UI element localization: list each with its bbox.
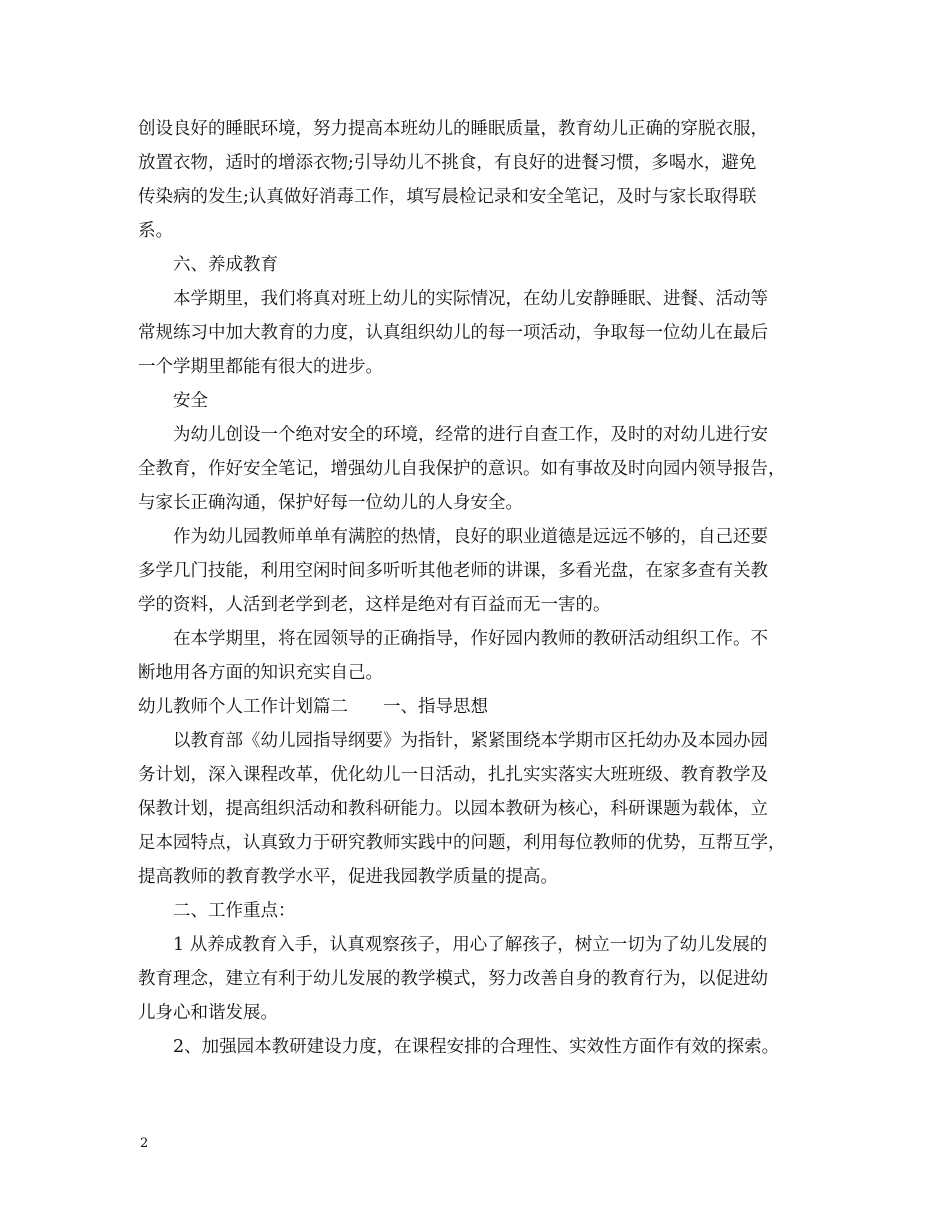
- text-line: 教育理念，建立有利于幼儿发展的教学模式，努力改善自身的教育行为，以促进幼: [138, 969, 768, 989]
- text-line: 足本园特点，认真致力于研究教师实践中的问题，利用每位教师的优势，互帮互学，: [138, 833, 786, 853]
- text-line: 多学几门技能，利用空闲时间多听听其他老师的讲课，多看光盘，在家多查有关教: [138, 561, 768, 581]
- text-line: 作为幼儿园教师单单有满腔的热情，良好的职业道德是远远不够的，自己还要: [173, 527, 768, 547]
- text-line: 常规练习中加大教育的力度，认真组织幼儿的每一项活动，争取每一位幼儿在最后: [138, 323, 768, 343]
- document-body: [138, 112, 822, 1064]
- text-line: 系。: [138, 221, 173, 241]
- text-line: 二、工作重点：: [173, 901, 296, 921]
- text-line: 放置衣物，适时的增添衣物;引导幼儿不挑食，有良好的进餐习惯，多喝水，避免: [138, 153, 757, 173]
- text-line: 安全: [173, 391, 208, 411]
- text-line: 提高教师的教育教学水平，促进我园教学质量的提高。: [138, 867, 558, 887]
- text-line: 2、加强园本教研建设力度，在课程安排的合理性、实效性方面作有效的探索。: [173, 1037, 780, 1057]
- text-line: 断地用各方面的知识充实自己。: [138, 663, 383, 683]
- text-line: 以教育部《幼儿园指导纲要》为指针，紧紧围绕本学期市区托幼办及本园办园: [173, 731, 768, 751]
- text-line: 1 从养成教育入手，认真观察孩子，用心了解孩子，树立一切为了幼儿发展的: [173, 935, 768, 955]
- text-line: 一个学期里都能有很大的进步。: [138, 357, 383, 377]
- text-line: 传染病的发生;认真做好消毒工作，填写晨检记录和安全笔记，及时与家长取得联: [138, 187, 757, 207]
- text-line: 创设良好的睡眠环境，努力提高本班幼儿的睡眠质量，教育幼儿正确的穿脱衣服，: [138, 119, 768, 139]
- page-number: 2: [140, 1136, 149, 1151]
- text-line: 为幼儿创设一个绝对安全的环境，经常的进行自查工作，及时的对幼儿进行安: [173, 425, 768, 445]
- text-line: 保教计划，提高组织活动和教科研能力。以园本教研为核心，科研课题为载体，立: [138, 799, 768, 819]
- text-line: 儿身心和谐发展。: [138, 1003, 278, 1023]
- text-line: 在本学期里，将在园领导的正确指导，作好园内教师的教研活动组织工作。不: [173, 629, 768, 649]
- text-line: 全教育，作好安全笔记，增强幼儿自我保护的意识。如有事故及时向园内领导报告，: [138, 459, 786, 479]
- text-line: 六、养成教育: [173, 255, 278, 275]
- text-line: 务计划，深入课程改革，优化幼儿一日活动，扎扎实实落实大班班级、教育教学及: [138, 765, 768, 785]
- text-line: 学的资料，人活到老学到老，这样是绝对有百益而无一害的。: [138, 595, 611, 615]
- text-line: 本学期里，我们将真对班上幼儿的实际情况，在幼儿安静睡眠、进餐、活动等: [173, 289, 768, 309]
- text-line: 与家长正确沟通，保护好每一位幼儿的人身安全。: [138, 493, 523, 513]
- text-line: 幼儿教师个人工作计划篇二 一、指导思想: [138, 697, 488, 717]
